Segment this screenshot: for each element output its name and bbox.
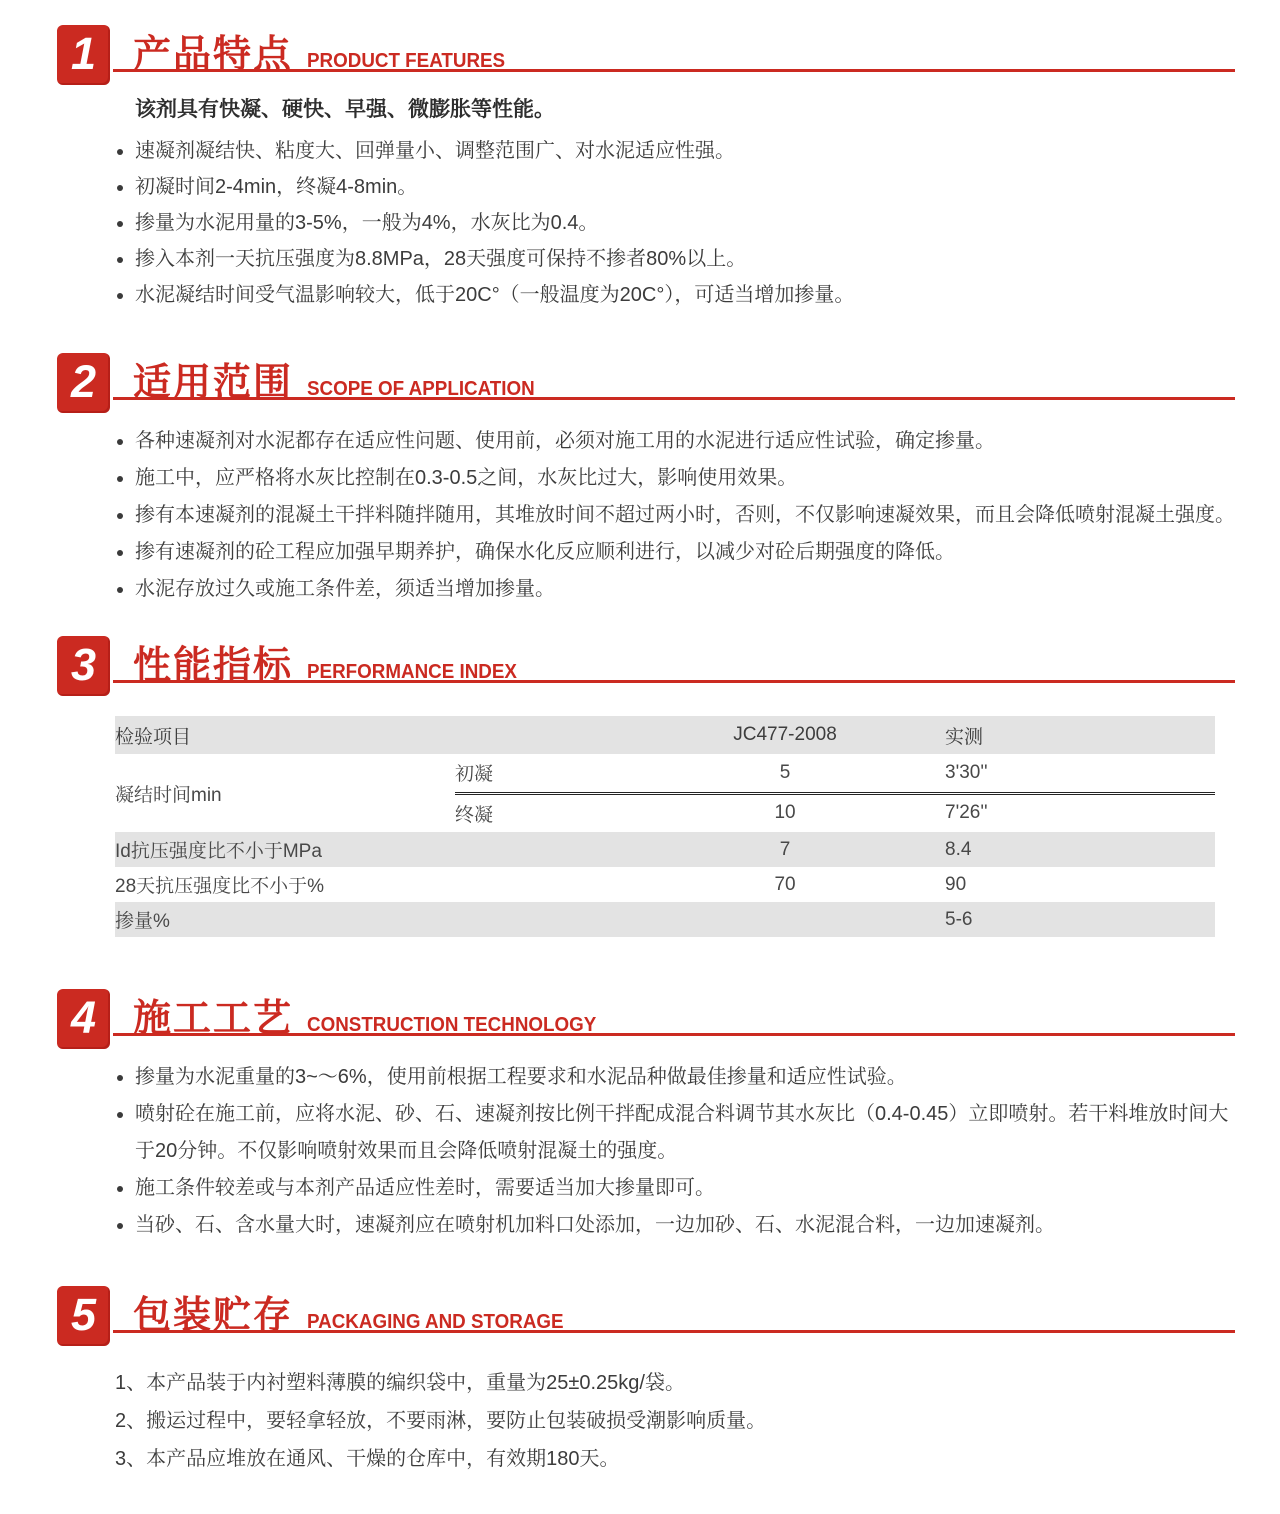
numbered-item: 2、搬运过程中，要轻拿轻放，不要雨淋，要防止包装破损受潮影响质量。 [115,1410,767,1432]
section-titles [133,364,549,402]
section-titles [133,36,518,74]
bullet-item: 各种速凝剂对水泥都存在适应性问题、使用前，必须对施工用的水泥进行适应性试验，确定掺量。 [115,423,1235,460]
section-construction-technology [57,989,1235,1244]
bullet-item: 施工中，应严格将水灰比控制在0.3-0.5之间，水灰比过大，影响使用效果。 [115,460,1235,497]
table-cell-standard [625,902,945,937]
section-number-badge: 1 [57,25,110,85]
bullet-item: 水泥凝结时间受气温影响较大，低于20C°（一般温度为20C°），可适当增加掺量。 [115,277,1235,313]
bullet-item: 喷射砼在施工前，应将水泥、砂、石、速凝剂按比例干拌配成混合料调节其水灰比（0.4-0.45）立即喷射。若干料堆放时间大于20分钟。不仅影响喷射效果而且会降低喷射混凝土的强度。 [115,1096,1235,1170]
section-header [57,1286,1235,1348]
section-title-cn: 适用范围 [133,362,294,404]
section-header [57,636,1235,698]
section-body [115,423,1235,608]
table-cell-measured: 90 [945,873,967,895]
bullet-list [115,1059,1235,1244]
bullet-item: 初凝时间2-4min，终凝4-8min。 [115,169,1235,205]
section-body [115,1059,1235,1244]
bullet-item: 速凝剂凝结快、粘度大、回弹量小、调整范围广、对水泥适应性强。 [115,133,1235,169]
bullet-item: 掺有本速凝剂的混凝土干拌料随拌随用，其堆放时间不超过两小时，否则，不仅影响速凝效果，而且会降低喷射混凝土强度。 [115,497,1235,534]
bullet-list [115,423,1235,608]
section-title-en: CONSTRUCTION TECHNOLOGY [307,1014,597,1036]
table-cell-label: Id抗压强度比不小于MPa [115,841,322,862]
section-number-badge: 5 [57,1286,110,1346]
bullet-item: 掺量为水泥重量的3~～6%，使用前根据工程要求和水泥品种做最佳掺量和适应性试验。 [115,1059,1235,1096]
section-title-cn: 性能指标 [133,645,294,687]
table-row-1d-strength [115,832,1215,867]
table-cell-measured: 7'26'' [945,802,988,824]
numbered-list [115,1364,1235,1478]
section-titles [133,1297,580,1335]
intro-text: 该剂具有快凝、硬快、早强、微膨胀等性能。 [135,98,555,121]
table-cell-label: 掺量% [115,911,170,932]
table-header-item: 检验项目 [115,726,192,748]
section-product-features [57,25,1235,313]
bullet-item: 当砂、石、含水量大时，速凝剂应在喷射机加料口处添加，一边加砂、石、水泥混合料，一边加速凝剂。 [115,1207,1235,1244]
section-number-badge: 3 [57,636,110,696]
table-header-measured: 实测 [945,726,984,748]
section-title-en: PACKAGING AND STORAGE [307,1311,564,1333]
table-header-row [115,716,1215,754]
bullet-list [115,133,1235,313]
section-scope-of-application [57,353,1235,608]
section-performance-index [57,636,1235,937]
section-title-cn: 产品特点 [133,34,294,76]
table-cell-standard: 5 [625,754,945,793]
bullet-item: 水泥存放过久或施工条件差，须适当增加掺量。 [115,571,1235,608]
section-number-badge: 2 [57,353,110,413]
section-header [57,989,1235,1051]
table-header-standard: JC477-2008 [733,724,837,745]
numbered-item: 1、本产品装于内衬塑料薄膜的编织袋中，重量为25±0.25kg/袋。 [115,1372,685,1394]
table-cell-standard: 7 [779,838,791,860]
bullet-item: 掺有速凝剂的砼工程应加强早期养护，确保水化反应顺利进行，以减少对砼后期强度的降低。 [115,534,1235,571]
table-row-dosage [115,902,1215,937]
table-cell-sub: 初凝 [455,754,625,793]
section-titles [133,647,530,685]
section-title-cn: 包装贮存 [133,1295,294,1337]
table-row-setting-initial [115,754,1215,793]
table-cell-measured: 5-6 [945,908,973,930]
section-body [115,95,1235,313]
numbered-item: 3、本产品应堆放在通风、干燥的仓库中，有效期180天。 [115,1448,620,1470]
table-cell-standard: 10 [774,802,796,824]
table-cell-sub: 终凝 [455,804,494,826]
table-row-28d-strength [115,867,1215,902]
section-number-badge: 4 [57,989,110,1049]
section-title-en: PERFORMANCE INDEX [307,661,517,683]
bullet-item: 施工条件较差或与本剂产品适应性差时，需要适当加大掺量即可。 [115,1170,1235,1207]
section-packaging-storage [57,1286,1235,1478]
section-title-en: SCOPE OF APPLICATION [307,378,535,400]
section-header [57,353,1235,415]
section-titles [133,1000,615,1038]
bullet-item: 掺量为水泥用量的3-5%，一般为4%，水灰比为0.4。 [115,205,1235,241]
table-cell-label: 28天抗压强度比不小于% [115,876,325,897]
table-cell-label: 凝结时间min [115,784,222,806]
table-cell-measured: 8.4 [945,838,972,860]
section-title-cn: 施工工艺 [133,998,294,1040]
performance-table [115,716,1215,937]
bullet-item: 掺入本剂一天抗压强度为8.8MPa，28天强度可保持不掺者80%以上。 [115,241,1235,277]
section-title-en: PRODUCT FEATURES [307,50,506,72]
table-cell-standard: 70 [774,873,796,895]
section-header [57,25,1235,87]
table-cell-measured: 3'30'' [945,754,1215,793]
